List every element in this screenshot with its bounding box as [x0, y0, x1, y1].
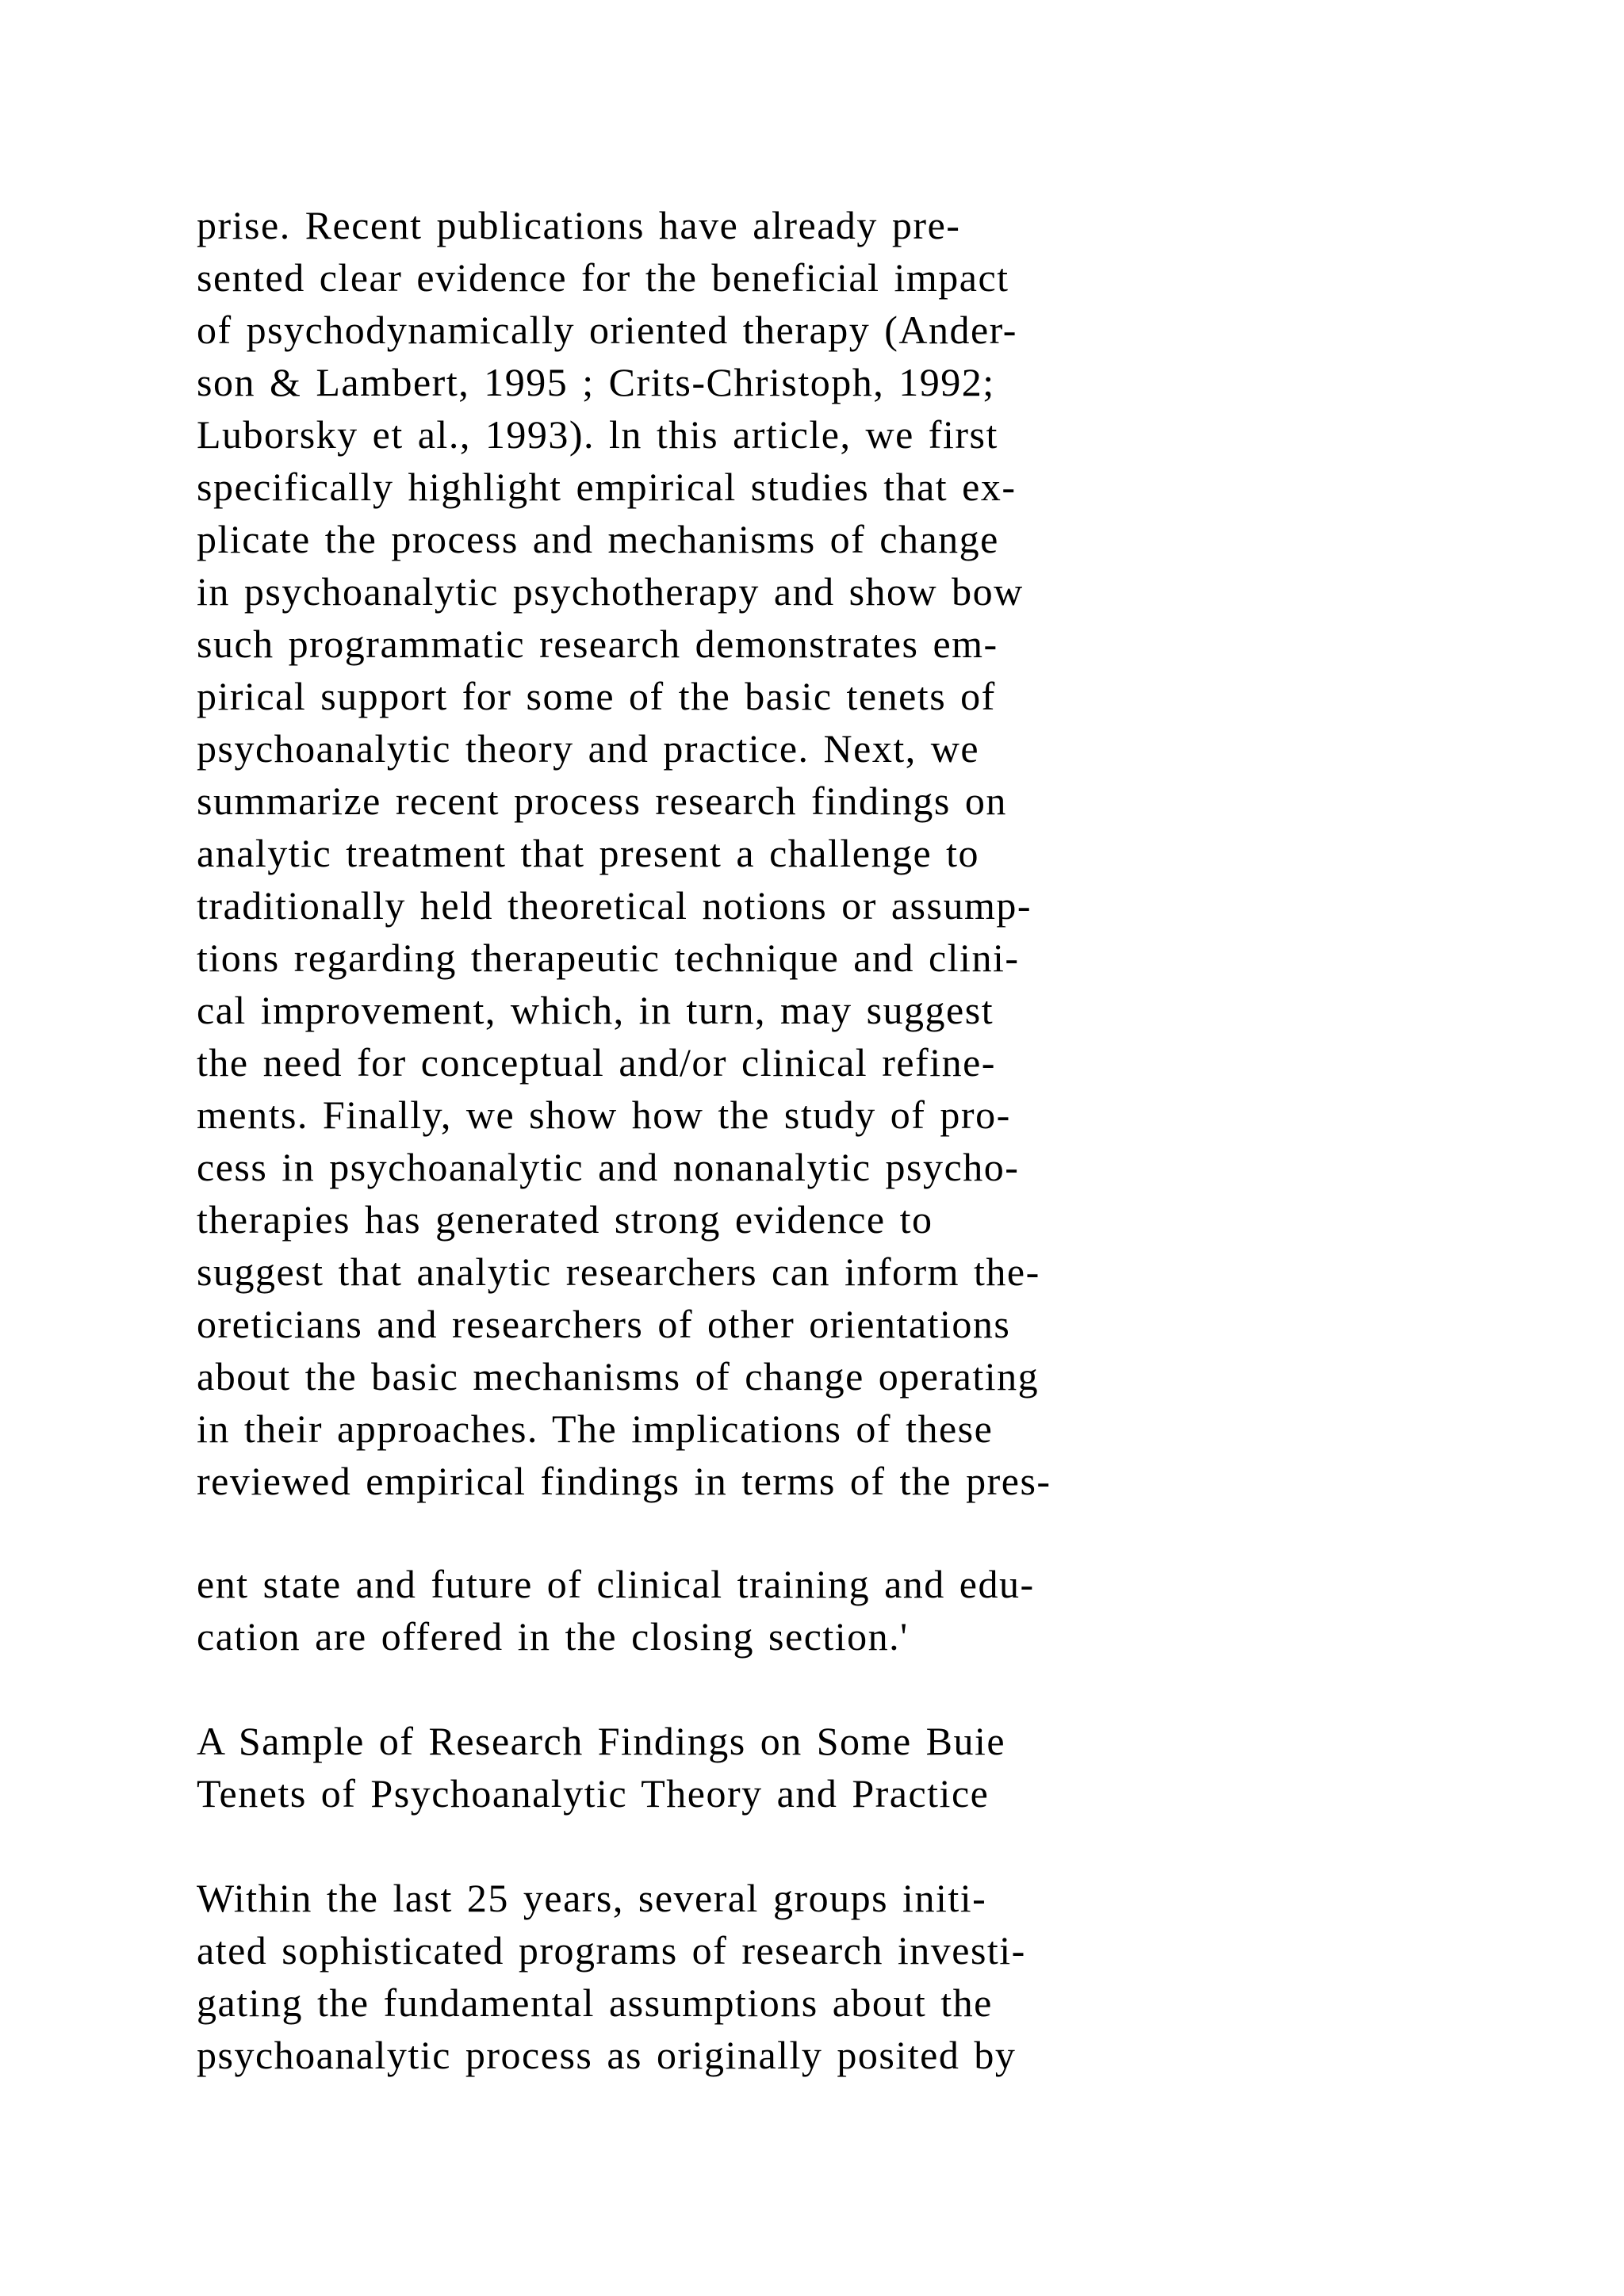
- heading-line: Tenets of Psychoanalytic Theory and Practice: [197, 1771, 990, 1816]
- text-line: traditionally held theoretical notions or assump-: [197, 883, 1032, 928]
- body-paragraph-1: [197, 199, 1545, 1507]
- text-line: analytic treatment that present a challenge to: [197, 831, 980, 875]
- text-line: sented clear evidence for the beneficial impact: [197, 255, 1009, 300]
- text-line: about the basic mechanisms of change operating: [197, 1354, 1040, 1399]
- heading-line: A Sample of Research Findings on Some Buie: [197, 1719, 1006, 1763]
- text-line: of psychodynamically oriented therapy (Ander-: [197, 308, 1017, 352]
- text-line: therapies has generated strong evidence to: [197, 1197, 933, 1242]
- text-line: the need for conceptual and/or clinical refine-: [197, 1040, 996, 1085]
- text-line: cal improvement, which, in turn, may suggest: [197, 988, 994, 1032]
- text-line: suggest that analytic researchers can inform the-: [197, 1249, 1040, 1294]
- text-line: specifically highlight empirical studies that ex-: [197, 465, 1017, 509]
- text-line: plicate the process and mechanisms of change: [197, 517, 999, 561]
- text-line: ments. Finally, we show how the study of pro-: [197, 1093, 1011, 1137]
- text-line: in their approaches. The implications of these: [197, 1406, 994, 1451]
- text-line: prise. Recent publications have already pre-: [197, 203, 961, 247]
- text-line: ated sophisticated programs of research investi-: [197, 1928, 1026, 1973]
- text-line: such programmatic research demonstrates em-: [197, 622, 998, 666]
- text-line: in psychoanalytic psychotherapy and show bow: [197, 569, 1024, 614]
- text-line: summarize recent process research findings on: [197, 779, 1007, 823]
- text-line: cess in psychoanalytic and nonanalytic psycho-: [197, 1145, 1020, 1189]
- body-paragraph-3: [197, 1872, 1545, 2081]
- text-line: oreticians and researchers of other orientations: [197, 1302, 1011, 1346]
- text-line: son & Lambert, 1995 ; Crits-Christoph, 1992;: [197, 360, 995, 404]
- text-line: gating the fundamental assumptions about the: [197, 1980, 993, 2025]
- text-line: tions regarding therapeutic technique and clini-: [197, 936, 1020, 980]
- text-line: Within the last 25 years, several groups initi-: [197, 1876, 987, 1920]
- body-paragraph-2: [197, 1558, 1545, 1663]
- text-line: ent state and future of clinical training and edu-: [197, 1562, 1035, 1606]
- text-line: reviewed empirical findings in terms of the pres-: [197, 1459, 1051, 1503]
- text-line: cation are offered in the closing section.': [197, 1614, 909, 1659]
- text-line: Luborsky et al., 1993). ln this article, we first: [197, 412, 998, 457]
- text-line: psychoanalytic process as originally posited by: [197, 2033, 1017, 2077]
- text-line: pirical support for some of the basic tenets of: [197, 674, 996, 718]
- text-line: psychoanalytic theory and practice. Next, we: [197, 726, 980, 771]
- section-heading: [197, 1715, 1545, 1820]
